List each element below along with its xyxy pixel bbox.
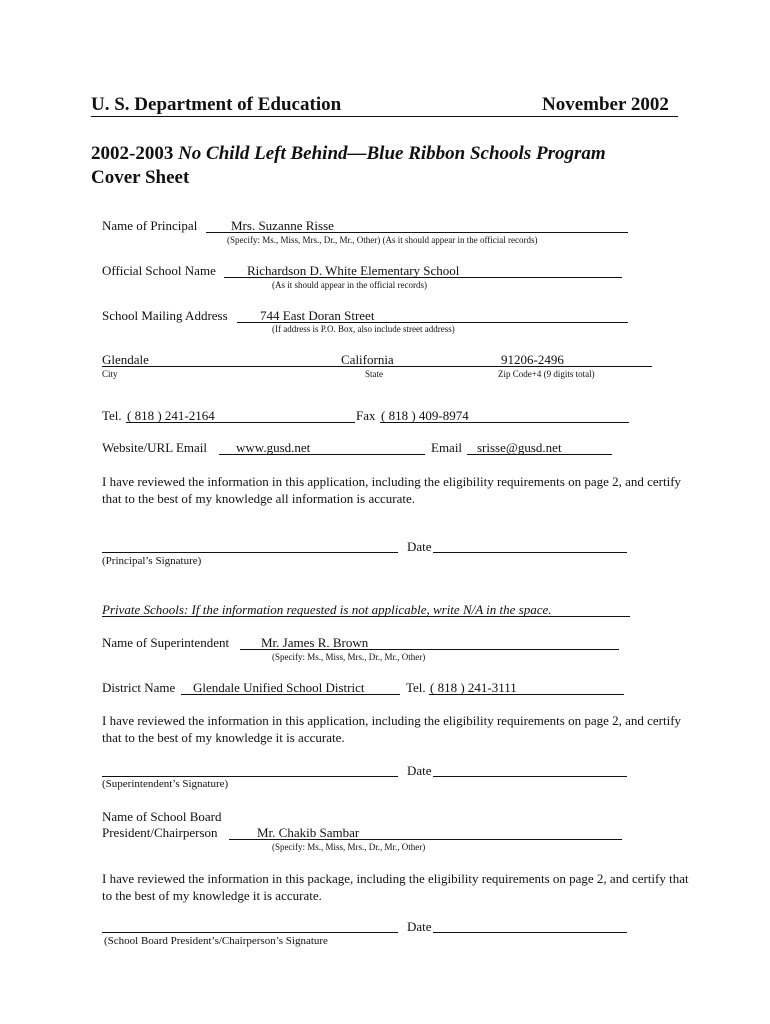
zip-label: Zip Code+4 (9 digits total) (498, 369, 595, 379)
board-note: (Specify: Ms., Miss, Mrs., Dr., Mr., Other) (272, 842, 426, 852)
state-label: State (365, 369, 383, 379)
fax-label: Fax (356, 408, 376, 423)
city-field[interactable]: Glendale (102, 352, 149, 367)
superintendent-signature-line[interactable] (102, 776, 398, 777)
principal-label: Name of Principal (102, 218, 198, 233)
state-field[interactable]: California (341, 352, 394, 367)
cover-sheet-title: Cover Sheet (91, 167, 190, 188)
tel-label: Tel. (102, 408, 122, 423)
school-name-note: (As it should appear in the official records) (272, 280, 428, 290)
mailing-address-label: School Mailing Address (102, 308, 228, 323)
website-url-label: Website/URL (102, 440, 173, 455)
superintendent-note: (Specify: Ms., Miss, Mrs., Dr., Mr., Other) (272, 652, 426, 662)
board-label-line2: President/Chairperson (102, 825, 218, 840)
school-name-field[interactable]: Richardson D. White Elementary School (247, 263, 460, 278)
header-underline (91, 116, 678, 117)
superintendent-signature-label: (Superintendent’s Signature) (102, 778, 229, 790)
superintendent-date-line[interactable] (433, 776, 627, 777)
department-heading: U. S. Department of Education (91, 94, 342, 115)
document-date: November 2002 (542, 94, 669, 115)
board-president-name-field[interactable]: Mr. Chakib Sambar (257, 825, 360, 840)
superintendent-date-label: Date (407, 763, 432, 778)
zip-field[interactable]: 91206-2496 (501, 352, 564, 367)
school-name-label: Official School Name (102, 263, 216, 278)
mailing-address-field[interactable]: 744 East Doran Street (260, 308, 375, 323)
email-label: Email (431, 440, 463, 455)
district-tel-field[interactable]: ( 818 ) 241-3111 (430, 680, 517, 695)
website-label (102, 440, 207, 456)
tel-field[interactable]: ( 818 ) 241-2164 (127, 408, 215, 423)
district-name-label: District Name (102, 680, 176, 695)
district-name-field[interactable]: Glendale Unified School District (193, 680, 365, 695)
board-label-line1: Name of School Board (102, 809, 222, 824)
principal-signature-line[interactable] (102, 552, 398, 553)
board-date-label: Date (407, 919, 432, 934)
board-signature-label: (School Board President’s/Chairperson’s Signature (104, 935, 328, 947)
superintendent-certification-text: I have reviewed the information in this application, including the eligibility requirements on page 2, and certify that to the best of my knowledge it is accurate. (102, 713, 682, 745)
board-date-line[interactable] (433, 932, 627, 933)
superintendent-label: Name of Superintendent (102, 635, 230, 650)
city-label: City (102, 369, 118, 379)
principal-date-label: Date (407, 539, 432, 554)
website-email-label: Email (175, 440, 207, 455)
program-title (91, 143, 606, 165)
superintendent-name-field[interactable]: Mr. James R. Brown (261, 635, 369, 650)
website-field[interactable]: www.gusd.net (236, 440, 311, 455)
email-field[interactable]: srisse@gusd.net (477, 440, 562, 455)
program-years: 2002-2003 (91, 143, 174, 164)
program-name: No Child Left Behind—Blue Ribbon Schools Program (178, 143, 606, 164)
principal-date-line[interactable] (433, 552, 627, 553)
mailing-address-note: (If address is P.O. Box, also include street address) (272, 324, 455, 334)
private-schools-underline (102, 616, 630, 617)
board-signature-line[interactable] (102, 932, 398, 933)
fax-field[interactable]: ( 818 ) 409-8974 (381, 408, 469, 423)
private-schools-note: Private Schools: If the information requested is not applicable, write N/A in the space. (102, 602, 552, 617)
district-tel-label: Tel. (406, 680, 426, 695)
board-certification-text: I have reviewed the information in this package, including the eligibility requirements on page 2, and certify that to the best of my knowledge it is accurate. (102, 871, 689, 903)
principal-name-field[interactable]: Mrs. Suzanne Risse (231, 218, 334, 233)
principal-signature-label: (Principal’s Signature) (102, 555, 202, 567)
principal-certification-text: I have reviewed the information in this application, including the eligibility requirements on page 2, and certify that to the best of my knowledge all information is accurate. (102, 474, 682, 506)
principal-note: (Specify: Ms., Miss, Mrs., Dr., Mr., Other) (As it should appear in the official records) (227, 235, 538, 245)
